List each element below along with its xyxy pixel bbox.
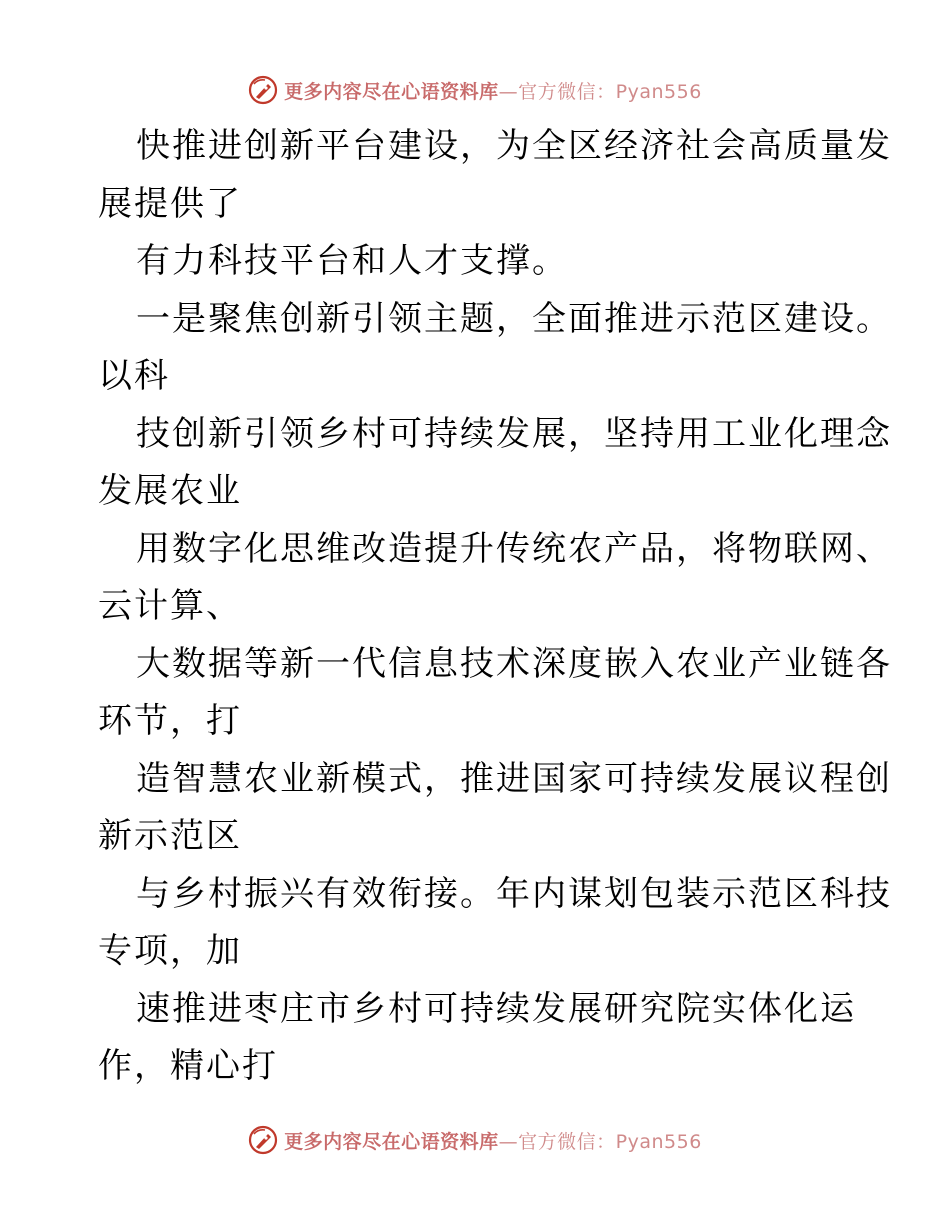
header-banner-wechat: —官方微信：Pyan556 <box>498 80 702 103</box>
paragraph-line: 作，精心打 <box>98 1046 278 1086</box>
paragraph-line: 发展农业 <box>98 471 242 511</box>
paragraph-line: 专项，加 <box>98 931 242 971</box>
document-body <box>98 118 892 1096</box>
header-banner <box>0 70 950 110</box>
paragraph-line: 一是聚焦创新引领主题，全面推进示范区建设。 <box>136 298 892 339</box>
paragraph-line: 环节，打 <box>98 701 242 741</box>
header-banner-title: 更多内容尽在心语资料库 <box>284 80 499 103</box>
paragraph-line: 用数字化思维改造提升传统农产品，将物联网、 <box>136 528 892 569</box>
paragraph-line: 展提供了 <box>98 183 242 224</box>
paragraph-line: 新示范区 <box>98 816 242 856</box>
footer-banner-wechat: —官方微信：Pyan556 <box>498 1130 702 1153</box>
footer-banner <box>0 1120 950 1160</box>
paragraph-line: 技创新引领乡村可持续发展，坚持用工业化理念 <box>136 413 892 454</box>
paragraph-line: 速推进枣庄市乡村可持续发展研究院实体化运 <box>136 988 856 1029</box>
paragraph-line: 造智慧农业新模式，推进国家可持续发展议程创 <box>136 758 892 799</box>
pen-nib-logo-icon <box>248 1125 278 1155</box>
footer-banner-text <box>284 1127 702 1154</box>
paragraph-line: 有力科技平台和人才支撑。 <box>136 241 568 281</box>
header-banner-text <box>284 77 702 104</box>
footer-banner-title: 更多内容尽在心语资料库 <box>284 1130 499 1153</box>
pen-nib-logo-icon <box>248 75 278 105</box>
paragraph-line: 大数据等新一代信息技术深度嵌入农业产业链各 <box>136 643 892 684</box>
paragraph-line: 快推进创新平台建设，为全区经济社会高质量发 <box>136 126 892 166</box>
paragraph-line: 与乡村振兴有效衔接。年内谋划包装示范区科技 <box>136 873 892 914</box>
paragraph-line: 云计算、 <box>98 586 242 626</box>
paragraph-line: 以科 <box>98 356 170 396</box>
